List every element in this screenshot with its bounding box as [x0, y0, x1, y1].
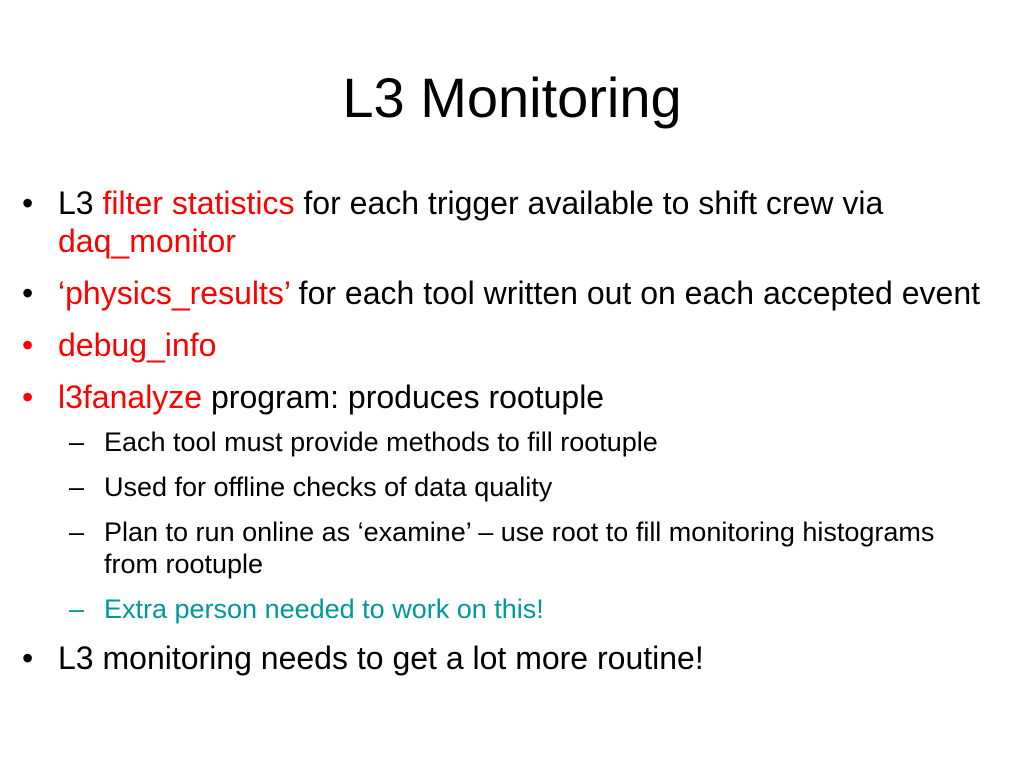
bullet-text — [58, 379, 604, 415]
bullet-text — [58, 275, 980, 311]
sub-bullet-item — [22, 426, 992, 458]
bullet-item — [22, 326, 992, 364]
bullet-list — [22, 184, 992, 691]
bullet-marker: • — [22, 640, 34, 676]
highlight-text: daq_monitor — [58, 223, 236, 259]
sub-bullet-text: Extra person needed to work on this! — [104, 594, 544, 624]
highlight-text: ‘physics_results’ — [58, 275, 290, 311]
highlight-text: l3fanalyze — [58, 379, 203, 415]
sub-bullet-text: Plan to run online as ‘examine’ – use root to fill monitoring histograms from rootuple — [104, 517, 935, 579]
sub-bullet-marker: – — [69, 517, 85, 547]
bullet-item — [22, 639, 992, 677]
bullet-marker: • — [22, 185, 34, 221]
bullet-text — [58, 327, 216, 363]
bullet-text: L3 monitoring needs to get a lot more routine! — [58, 640, 704, 676]
slide-title: L3 Monitoring — [342, 66, 682, 129]
text-run: for each trigger available to shift crew via — [294, 185, 884, 221]
bullet-marker: • — [22, 379, 34, 415]
text-run: L3 — [58, 185, 103, 221]
sub-bullet-marker: – — [69, 427, 85, 457]
highlight-text: debug_info — [58, 327, 217, 363]
text-run: program: produces rootuple — [202, 379, 605, 415]
sub-bullet-item — [22, 516, 992, 580]
bullet-item — [22, 274, 992, 312]
sub-bullet-marker: – — [69, 594, 85, 624]
bullet-text — [58, 185, 883, 259]
bullet-marker: • — [22, 275, 34, 311]
text-run: for each tool written out on each accepted event — [289, 275, 980, 311]
sub-bullet-text: Each tool must provide methods to fill rootuple — [104, 427, 658, 457]
sub-bullet-item — [22, 471, 992, 503]
bullet-marker: • — [22, 327, 34, 363]
sub-bullet-item — [22, 593, 992, 625]
bullet-item — [22, 184, 992, 260]
sub-bullet-text: Used for offline checks of data quality — [104, 472, 553, 502]
sub-bullet-marker: – — [69, 472, 85, 502]
bullet-item — [22, 378, 992, 416]
highlight-text: filter statistics — [102, 185, 295, 221]
